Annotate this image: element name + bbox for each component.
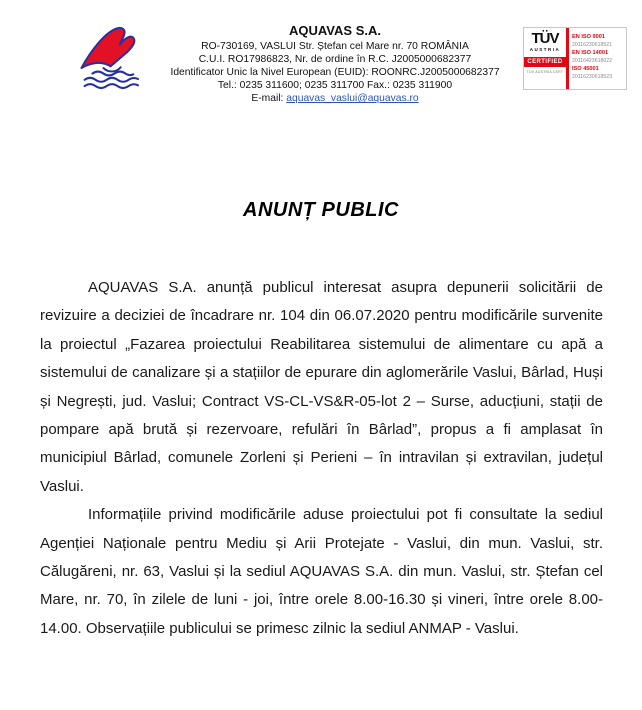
aquavas-logo [76, 24, 156, 90]
tuv-certification-badge [523, 27, 627, 90]
company-email-line [150, 92, 520, 105]
company-address: RO-730169, VASLUI Str. Ștefan cel Mare nr. 70 ROMÂNIA [201, 41, 469, 52]
iso-standard: EN ISO 9001 [572, 34, 605, 40]
email-label: E-mail: [251, 93, 284, 104]
tuv-austria-label: AUSTRIA [529, 47, 561, 52]
aquavas-logo-graphic [76, 24, 156, 90]
email-link[interactable]: aquavas_vaslui@aquavas.ro [286, 93, 419, 104]
company-euid: Identificator Unic la Nivel European (EUID): ROONRC.J2005000682377 [170, 67, 500, 78]
iso-cert-number: 20116423618022 [572, 58, 613, 64]
document-body [40, 274, 603, 643]
tuv-badge-left [524, 28, 566, 89]
company-name: AQUAVAS S.A. [289, 23, 381, 38]
tuv-logo-text: TÜV [531, 30, 559, 47]
company-info [150, 24, 520, 105]
company-phone: Tel.: 0235 311600; 0235 311700 Fax.: 0235 311900 [217, 80, 453, 91]
iso-standard: ISO 45001 [572, 66, 599, 72]
company-registration: C.U.I. RO17986823, Nr. de ordine în R.C. J2005000682377 [198, 54, 472, 65]
paragraph-information: Informațiile privind modificările aduse proiectului pot fi consultate la sediul Agenției Naționale pentru Mediu și Arii Protejate - Vaslui, din mun. Vaslui, str. Călugăreni, nr. 63, Vaslui și la sediul AQUAVAS S.A. din mun. Vaslui, str. Ștefan cel Mare, nr. 70, în zilele de luni - joi, între orele 8.00-16.30 și vineri, între orele 8.00-14.00. Observațiile publicului se primesc zilnic la sediul ANMAP - Vaslui. [40, 506, 603, 637]
certified-label: CERTIFIED [524, 57, 565, 67]
tuv-badge-certificates [566, 28, 626, 89]
iso-cert-number: 20116230618523 [572, 74, 613, 80]
iso-cert-number: 20116230618521 [572, 42, 613, 48]
iso-standard: EN ISO 14001 [572, 50, 609, 56]
document-title: ANUNȚ PUBLIC [243, 199, 399, 221]
paragraph-announcement: AQUAVAS S.A. anunță publicul interesat asupra depunerii solicitării de revizuire a deciziei de încadrare nr. 104 din 06.07.2020 pentru modificările survenite la proiectul „Fazarea proiectului Reabilitarea sistemului de alimentare cu apă a sistemului de canalizare și a stațiilor de epurare din aglomerările Vaslui, Bârlad, Huși și Negrești, jud. Vaslui; Contract VS-CL-VS&R-05-lot 2 – Surse, aducțiuni, stații de pompare apă brută și rezervoare, refulări în Bârlad”, propus a fi amplasat în municipiul Bârlad, comunele Zorleni și Perieni – în intravilan și extravilan, județul Vaslui. [40, 279, 603, 495]
tuv-footer-text: TÜV AUSTRIA CERT [526, 70, 564, 74]
